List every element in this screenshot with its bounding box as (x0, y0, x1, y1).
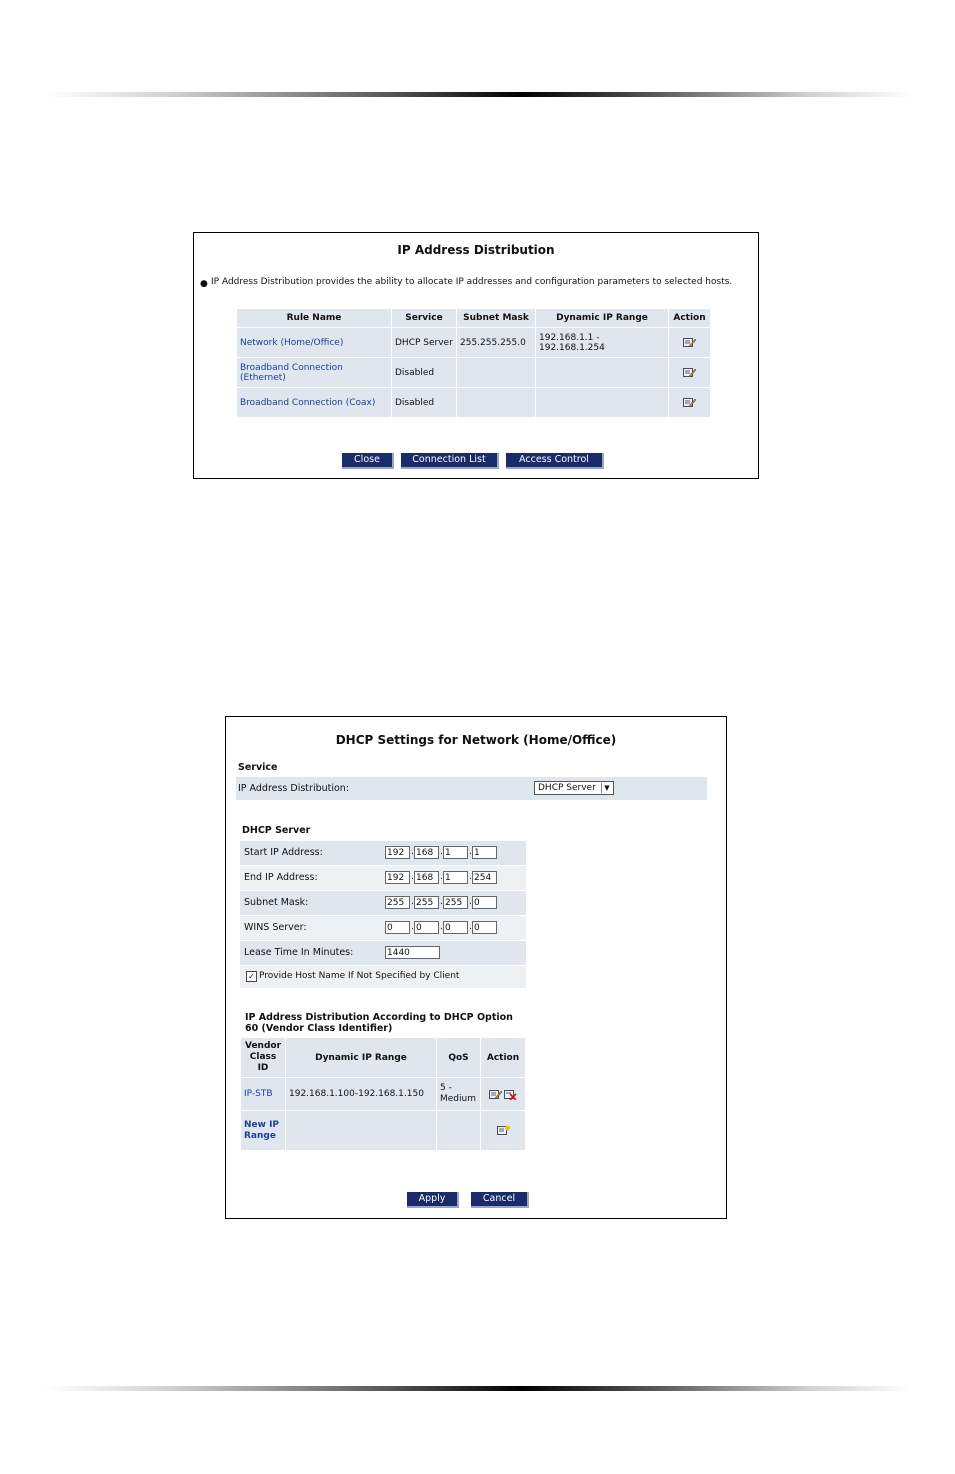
cell-range: 192.168.1.1 - 192.168.1.254 (536, 328, 668, 357)
dhcp-server-heading: DHCP Server (242, 825, 311, 836)
dot-separator: . (411, 872, 414, 882)
column-header: QoS (437, 1038, 480, 1077)
column-header: Dynamic IP Range (536, 309, 668, 327)
cell-qos (437, 1111, 480, 1150)
rule-link-ethernet[interactable]: Broadband Connection (Ethernet) (237, 358, 391, 387)
subnet-mask-row (240, 891, 526, 915)
mask-octet-4[interactable]: 0 (472, 896, 497, 909)
start-ip-octet-3[interactable]: 1 (443, 846, 468, 859)
hostname-checkbox[interactable]: ✓ (246, 971, 257, 982)
ip-distribution-panel (193, 232, 759, 479)
delete-icon[interactable] (504, 1090, 517, 1100)
top-divider (45, 92, 911, 97)
cell-range (286, 1111, 436, 1150)
rule-link-network[interactable]: Network (Home/Office) (237, 328, 391, 357)
access-control-button[interactable]: Access Control (506, 453, 604, 469)
edit-icon[interactable] (669, 328, 710, 357)
end-ip-label: End IP Address: (244, 872, 318, 883)
column-header: Rule Name (237, 309, 391, 327)
cell-mask (457, 358, 535, 387)
rules-table (236, 308, 711, 418)
wins-octet-2[interactable]: 0 (414, 921, 439, 934)
intro-text: IP Address Distribution provides the ability to allocate IP addresses and configuration parameters to selected hosts. (211, 277, 733, 287)
column-header: Action (481, 1038, 525, 1077)
subnet-mask-label: Subnet Mask: (244, 897, 309, 908)
edit-icon[interactable] (669, 358, 710, 387)
ip-distribution-row (236, 777, 707, 800)
connection-list-button[interactable]: Connection List (401, 453, 499, 469)
cell-service: Disabled (392, 388, 456, 417)
cell-mask: 255.255.255.0 (457, 328, 535, 357)
dot-separator: . (469, 922, 472, 932)
dot-separator: . (440, 897, 443, 907)
cell-service: DHCP Server (392, 328, 456, 357)
cell-qos: 5 - Medium (437, 1078, 480, 1110)
option60-heading: IP Address Distribution According to DHCP Option 60 (Vendor Class Identifier) (245, 1012, 513, 1034)
bottom-divider (45, 1386, 911, 1391)
chevron-down-icon[interactable]: ▼ (601, 783, 612, 793)
wins-octet-4[interactable]: 0 (472, 921, 497, 934)
end-ip-octet-4[interactable]: 254 (472, 871, 497, 884)
action-cell (481, 1078, 525, 1110)
wins-server-row (240, 916, 526, 940)
bullet-icon: ● (200, 279, 208, 289)
hostname-row (240, 966, 526, 988)
column-header: Vendor Class ID (241, 1038, 285, 1077)
cell-range (536, 358, 668, 387)
end-ip-row (240, 866, 526, 890)
end-ip-octet-2[interactable]: 168 (414, 871, 439, 884)
table-row (241, 1111, 525, 1150)
mask-octet-3[interactable]: 255 (443, 896, 468, 909)
add-icon[interactable] (481, 1111, 525, 1150)
select-value: DHCP Server (538, 783, 596, 793)
cancel-button[interactable]: Cancel (471, 1192, 529, 1208)
start-ip-octet-4[interactable]: 1 (472, 846, 497, 859)
end-ip-octet-3[interactable]: 1 (443, 871, 468, 884)
lease-time-row (240, 941, 526, 965)
vendor-class-table (240, 1037, 526, 1151)
dot-separator: . (440, 847, 443, 857)
mask-octet-1[interactable]: 255 (385, 896, 410, 909)
column-header: Subnet Mask (457, 309, 535, 327)
mask-octet-2[interactable]: 255 (414, 896, 439, 909)
dot-separator: . (440, 872, 443, 882)
hostname-label: Provide Host Name If Not Specified by Client (259, 971, 460, 981)
apply-button[interactable]: Apply (407, 1192, 459, 1208)
wins-label: WINS Server: (244, 922, 307, 933)
dot-separator: . (411, 922, 414, 932)
close-button[interactable]: Close (342, 453, 394, 469)
dhcp-settings-panel (225, 716, 727, 1219)
lease-input[interactable]: 1440 (385, 946, 440, 959)
edit-icon[interactable] (489, 1090, 502, 1100)
wins-octet-1[interactable]: 0 (385, 921, 410, 934)
dot-separator: . (411, 897, 414, 907)
cell-mask (457, 388, 535, 417)
start-ip-label: Start IP Address: (244, 847, 323, 858)
dot-separator: . (469, 897, 472, 907)
table-row (237, 358, 710, 387)
panel-title: DHCP Settings for Network (Home/Office) (335, 733, 617, 747)
start-ip-row (240, 841, 526, 865)
column-header: Action (669, 309, 710, 327)
start-ip-octet-1[interactable]: 192 (385, 846, 410, 859)
edit-icon[interactable] (669, 388, 710, 417)
cell-service: Disabled (392, 358, 456, 387)
ip-dist-label: IP Address Distribution: (238, 783, 350, 794)
ip-dist-select[interactable] (534, 781, 614, 795)
column-header: Service (392, 309, 456, 327)
rule-link-coax[interactable]: Broadband Connection (Coax) (237, 388, 391, 417)
table-row (237, 328, 710, 357)
vendor-link-ip-stb[interactable]: IP-STB (241, 1078, 285, 1110)
cell-range: 192.168.1.100-192.168.1.150 (286, 1078, 436, 1110)
service-heading: Service (238, 762, 278, 773)
panel-title: IP Address Distribution (397, 243, 555, 257)
new-ip-range-link[interactable]: New IP Range (241, 1111, 285, 1150)
wins-octet-3[interactable]: 0 (443, 921, 468, 934)
lease-label: Lease Time In Minutes: (244, 947, 354, 958)
cell-range (536, 388, 668, 417)
start-ip-octet-2[interactable]: 168 (414, 846, 439, 859)
table-row (237, 388, 710, 417)
end-ip-octet-1[interactable]: 192 (385, 871, 410, 884)
dot-separator: . (469, 847, 472, 857)
dot-separator: . (440, 922, 443, 932)
dot-separator: . (469, 872, 472, 882)
column-header: Dynamic IP Range (286, 1038, 436, 1077)
table-row (241, 1078, 525, 1110)
dot-separator: . (411, 847, 414, 857)
